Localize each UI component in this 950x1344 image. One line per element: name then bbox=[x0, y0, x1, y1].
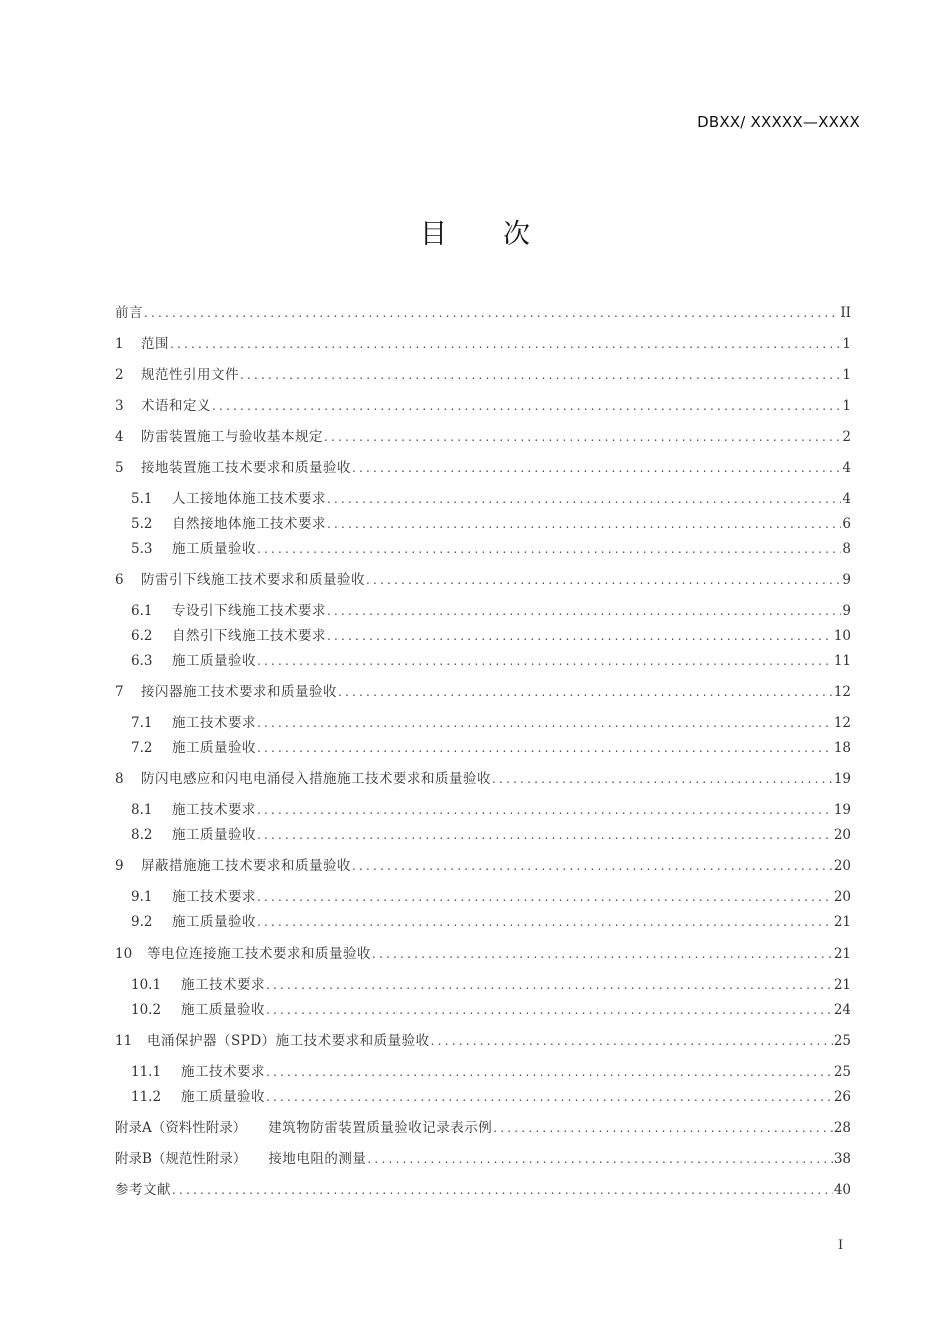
toc-entry[interactable] bbox=[131, 800, 851, 820]
toc-entry-label: 施工技术要求 bbox=[172, 802, 256, 818]
toc-entry-page: 1 bbox=[842, 367, 851, 383]
title-char-1: 目 bbox=[420, 219, 447, 250]
dot-leader bbox=[431, 1031, 833, 1051]
toc-entry[interactable] bbox=[115, 396, 851, 416]
toc-entry-page: 9 bbox=[842, 603, 851, 619]
toc-entry-label: 施工技术要求 bbox=[181, 1064, 265, 1080]
toc-entry-number: 3 bbox=[115, 398, 124, 414]
toc-entry-label: 屏蔽措施施工技术要求和质量验收 bbox=[141, 858, 351, 874]
toc-entry[interactable] bbox=[131, 713, 851, 733]
toc-entry-number: 附录A（资料性附录） bbox=[115, 1120, 247, 1136]
toc-entry-page: 26 bbox=[833, 1089, 851, 1105]
toc-entry[interactable] bbox=[131, 887, 851, 907]
toc-entry-label: 防雷引下线施工技术要求和质量验收 bbox=[141, 572, 365, 588]
dot-leader bbox=[327, 601, 841, 621]
toc-entry[interactable] bbox=[131, 539, 851, 559]
dot-leader bbox=[367, 1149, 832, 1169]
title-char-2: 次 bbox=[503, 219, 530, 250]
toc-entry-label: 施工质量验收 bbox=[172, 653, 256, 669]
toc-entry-page: 4 bbox=[842, 491, 851, 507]
toc-entry-number: 10 bbox=[115, 946, 133, 962]
toc-entry-label: 专设引下线施工技术要求 bbox=[172, 603, 326, 619]
toc-entry-label: 施工技术要求 bbox=[181, 977, 265, 993]
toc-entry-number: 7.2 bbox=[131, 740, 153, 756]
toc-entry-number: 11.2 bbox=[131, 1089, 162, 1105]
toc-entry-label: 施工质量验收 bbox=[172, 914, 256, 930]
toc-entry-page: 2 bbox=[842, 429, 851, 445]
dot-leader bbox=[172, 1180, 833, 1200]
dot-leader bbox=[240, 365, 841, 385]
toc-entry-page: 21 bbox=[833, 946, 851, 962]
toc-entry-number: 5 bbox=[115, 460, 124, 476]
toc-entry-number: 2 bbox=[115, 367, 124, 383]
toc-entry-label: 接闪器施工技术要求和质量验收 bbox=[141, 684, 337, 700]
toc-entry-label: 参考文献 bbox=[115, 1182, 171, 1198]
toc-entry-number: 9.2 bbox=[131, 914, 153, 930]
dot-leader bbox=[266, 975, 833, 995]
toc-entry[interactable] bbox=[131, 651, 851, 671]
toc-entry[interactable] bbox=[131, 514, 851, 534]
toc-entry-label: 施工质量验收 bbox=[172, 740, 256, 756]
toc-entry-number: 11.1 bbox=[131, 1064, 162, 1080]
toc-entry[interactable] bbox=[115, 427, 851, 447]
dot-leader bbox=[327, 489, 841, 509]
toc-entry[interactable] bbox=[131, 1000, 851, 1020]
toc-entry-page: 11 bbox=[833, 653, 851, 669]
dot-leader bbox=[257, 825, 833, 845]
toc-entry-page: II bbox=[840, 305, 851, 321]
toc-entry-page: 21 bbox=[833, 977, 851, 993]
toc-entry-number: 4 bbox=[115, 429, 124, 445]
dot-leader bbox=[257, 539, 841, 559]
dot-leader bbox=[327, 626, 833, 646]
toc-entry[interactable] bbox=[115, 1180, 851, 1200]
toc-entry[interactable] bbox=[115, 682, 851, 702]
toc-entry-page: 19 bbox=[833, 771, 851, 787]
toc-entry-page: 19 bbox=[833, 802, 851, 818]
toc-entry-number: 8.1 bbox=[131, 802, 153, 818]
toc-entry-page: 8 bbox=[842, 541, 851, 557]
toc-entry[interactable] bbox=[115, 458, 851, 478]
dot-leader bbox=[266, 1062, 833, 1082]
dot-leader bbox=[257, 887, 833, 907]
toc-entry-label: 人工接地体施工技术要求 bbox=[172, 491, 326, 507]
toc-entry-page: 20 bbox=[833, 858, 851, 874]
toc-entry-label: 前言 bbox=[115, 305, 143, 321]
toc-entry[interactable] bbox=[115, 303, 851, 323]
toc-entry-number: 5.2 bbox=[131, 516, 153, 532]
dot-leader bbox=[327, 514, 841, 534]
toc-entry-page: 12 bbox=[833, 715, 851, 731]
dot-leader bbox=[493, 1118, 833, 1138]
document-code: DBXX/ XXXXX—XXXX bbox=[697, 113, 860, 131]
dot-leader bbox=[257, 738, 833, 758]
toc-entry-label: 施工技术要求 bbox=[172, 889, 256, 905]
dot-leader bbox=[352, 458, 841, 478]
toc-entry-label: 施工技术要求 bbox=[172, 715, 256, 731]
toc-entry-number: 7.1 bbox=[131, 715, 153, 731]
toc-entry-label: 防闪电感应和闪电电涌侵入措施施工技术要求和质量验收 bbox=[141, 771, 491, 787]
toc-entry-label: 施工质量验收 bbox=[181, 1089, 265, 1105]
toc-entry-page: 6 bbox=[842, 516, 851, 532]
toc-entry-page: 4 bbox=[842, 460, 851, 476]
toc-entry[interactable] bbox=[115, 1149, 851, 1169]
toc-entry-page: 20 bbox=[833, 889, 851, 905]
toc-entry[interactable] bbox=[131, 489, 851, 509]
dot-leader bbox=[338, 682, 833, 702]
dot-leader bbox=[170, 334, 841, 354]
toc-entry-page: 20 bbox=[833, 827, 851, 843]
toc-entry-label: 电涌保护器（SPD）施工技术要求和质量验收 bbox=[147, 1033, 430, 1049]
dot-leader bbox=[266, 1000, 833, 1020]
toc-entry-number: 6.2 bbox=[131, 628, 153, 644]
toc-entry-label: 术语和定义 bbox=[141, 398, 211, 414]
toc-entry-label: 自然引下线施工技术要求 bbox=[172, 628, 326, 644]
toc-entry-label: 施工质量验收 bbox=[172, 827, 256, 843]
toc-entry-number: 附录B（规范性附录） bbox=[115, 1151, 247, 1167]
toc-entry-number: 5.3 bbox=[131, 541, 153, 557]
toc-entry-page: 1 bbox=[842, 398, 851, 414]
toc-entry-label: 规范性引用文件 bbox=[141, 367, 239, 383]
dot-leader bbox=[492, 769, 833, 789]
toc-entry-number: 10.1 bbox=[131, 977, 162, 993]
toc-entry-page: 24 bbox=[833, 1002, 851, 1018]
toc-entry[interactable] bbox=[131, 1087, 851, 1107]
toc-entry-number: 6 bbox=[115, 572, 124, 588]
toc-entry-page: 21 bbox=[833, 914, 851, 930]
toc-entry[interactable] bbox=[115, 334, 851, 354]
toc-entry-number: 7 bbox=[115, 684, 124, 700]
toc-entry-label: 防雷装置施工与验收基本规定 bbox=[141, 429, 323, 445]
dot-leader bbox=[257, 912, 833, 932]
toc-entry-number: 5.1 bbox=[131, 491, 153, 507]
toc-entry-page: 1 bbox=[842, 336, 851, 352]
toc-entry[interactable] bbox=[131, 626, 851, 646]
dot-leader bbox=[352, 856, 833, 876]
toc-entry-label: 自然接地体施工技术要求 bbox=[172, 516, 326, 532]
toc-entry[interactable] bbox=[115, 1118, 851, 1138]
toc-entry-number: 8 bbox=[115, 771, 124, 787]
dot-leader bbox=[257, 651, 833, 671]
dot-leader bbox=[257, 713, 833, 733]
dot-leader bbox=[324, 427, 841, 447]
toc-entry[interactable] bbox=[131, 825, 851, 845]
toc-entry-label: 施工质量验收 bbox=[181, 1002, 265, 1018]
toc-entry-label: 等电位连接施工技术要求和质量验收 bbox=[147, 946, 371, 962]
toc-entry[interactable] bbox=[115, 856, 851, 876]
page-title bbox=[0, 212, 950, 251]
toc-entry[interactable] bbox=[115, 1031, 851, 1051]
toc-entry-page: 40 bbox=[833, 1182, 851, 1198]
dot-leader bbox=[257, 800, 833, 820]
toc-entry[interactable] bbox=[131, 975, 851, 995]
toc-entry-number: 9.1 bbox=[131, 889, 153, 905]
toc-entry-number: 10.2 bbox=[131, 1002, 162, 1018]
toc-entry-label: 建筑物防雷装置质量验收记录表示例 bbox=[268, 1120, 493, 1136]
toc-entry-page: 10 bbox=[833, 628, 851, 644]
toc-entry-label: 施工质量验收 bbox=[172, 541, 256, 557]
toc-entry[interactable] bbox=[115, 944, 851, 964]
toc-entry-label: 范围 bbox=[141, 336, 169, 352]
dot-leader bbox=[144, 303, 839, 323]
toc-entry-number: 6.3 bbox=[131, 653, 153, 669]
toc-entry[interactable] bbox=[131, 601, 851, 621]
toc-entry-page: 25 bbox=[833, 1064, 851, 1080]
toc-entry-page: 12 bbox=[833, 684, 851, 700]
page-number: I bbox=[838, 1238, 844, 1253]
dot-leader bbox=[212, 396, 841, 416]
toc-entry[interactable] bbox=[131, 912, 851, 932]
toc-entry-number: 11 bbox=[115, 1033, 133, 1049]
dot-leader bbox=[372, 944, 833, 964]
dot-leader bbox=[266, 1087, 833, 1107]
toc-entry-number: 8.2 bbox=[131, 827, 153, 843]
toc-entry-page: 38 bbox=[833, 1151, 851, 1167]
toc-entry-page: 9 bbox=[842, 572, 851, 588]
toc-entry[interactable] bbox=[115, 769, 851, 789]
toc-entry-number: 6.1 bbox=[131, 603, 153, 619]
toc-entry-page: 28 bbox=[833, 1120, 851, 1136]
toc-entry-label: 接地电阻的测量 bbox=[268, 1151, 367, 1167]
toc-entry[interactable] bbox=[131, 1062, 851, 1082]
toc-entry-number: 9 bbox=[115, 858, 124, 874]
toc-entry[interactable] bbox=[131, 738, 851, 758]
toc-entry-number: 1 bbox=[115, 336, 124, 352]
toc-entry-label: 接地装置施工技术要求和质量验收 bbox=[141, 460, 351, 476]
dot-leader bbox=[366, 570, 841, 590]
toc-entry[interactable] bbox=[115, 365, 851, 385]
toc-entry-page: 25 bbox=[833, 1033, 851, 1049]
toc-entry[interactable] bbox=[115, 570, 851, 590]
toc-entry-page: 18 bbox=[833, 740, 851, 756]
